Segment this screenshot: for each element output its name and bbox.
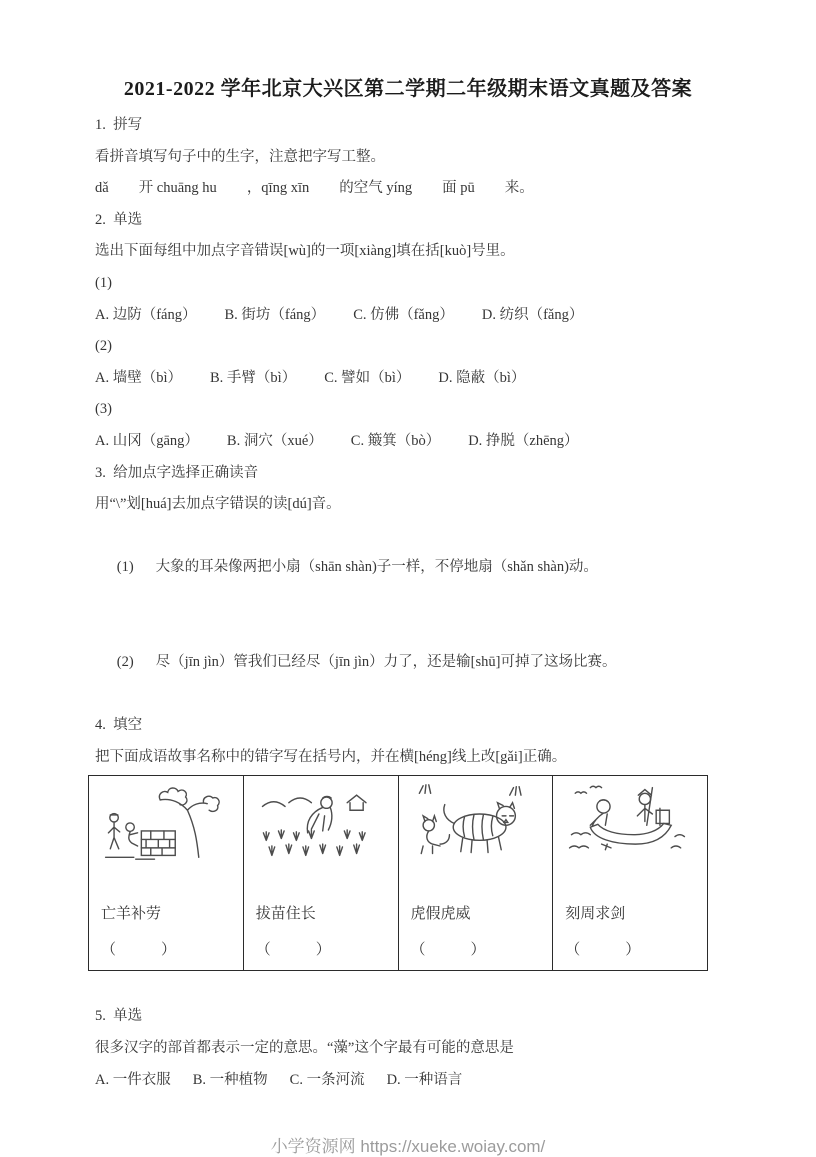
option-d: D. 隐蔽（bì） bbox=[438, 369, 526, 386]
option-d: D. 一种语言 bbox=[386, 1071, 463, 1088]
q4-header: 4. 填空 bbox=[95, 717, 143, 734]
option-c: C. 仿佛（fǎng） bbox=[353, 306, 454, 323]
item-label: (2) bbox=[116, 654, 134, 671]
q2-header: 2. 单选 bbox=[95, 211, 143, 228]
idiom-image-4 bbox=[565, 782, 695, 890]
fox-and-tiger-illustration bbox=[411, 782, 535, 862]
option-c: C. 譬如（bì） bbox=[324, 369, 411, 386]
option-a: A. 墙壁（bì） bbox=[95, 369, 182, 386]
pinyin-segment: 开 chuāng hu bbox=[138, 180, 217, 197]
q2-group2-label: (2) bbox=[95, 338, 112, 355]
q5-header: 5. 单选 bbox=[95, 1008, 143, 1025]
idiom-cell-4 bbox=[553, 776, 708, 971]
q1-pinyin-line bbox=[95, 173, 720, 205]
option-d: D. 纺织（fǎng） bbox=[481, 306, 584, 323]
q3-header: 3. 给加点字选择正确读音 bbox=[95, 464, 259, 481]
option-a: A. 边防（fáng） bbox=[95, 306, 197, 323]
idiom-label: 亡羊补劳 bbox=[101, 906, 162, 923]
item-text: 尽（jīn jìn）管我们已经尽（jīn jìn）力了，还是输[shū]可掉了这场比赛。 bbox=[155, 654, 617, 671]
idiom-cell-3 bbox=[398, 776, 553, 971]
q2-group3-label: (3) bbox=[95, 401, 112, 418]
pinyin-segment: 面 pū bbox=[442, 180, 475, 197]
q1-header: 1. 拼写 bbox=[95, 117, 143, 133]
idiom-image-2 bbox=[256, 782, 386, 890]
pinyin-segment: dǎ bbox=[95, 180, 109, 197]
site-watermark: 小学资源网 https://xueke.woiay.com/ bbox=[270, 1137, 546, 1157]
idiom-label: 虎假虎威 bbox=[410, 906, 471, 923]
option-b: B. 洞穴（xué） bbox=[226, 432, 323, 449]
q3-item-2 bbox=[95, 616, 720, 711]
exam-paper-page bbox=[0, 76, 816, 1157]
idiom-label: 刻周求剑 bbox=[565, 906, 626, 923]
farmer-pulling-seedlings-illustration bbox=[256, 782, 380, 862]
idiom-cell-1 bbox=[89, 776, 244, 971]
option-b: B. 街坊（fáng） bbox=[224, 306, 326, 323]
answer-brackets: （ ） bbox=[410, 942, 486, 959]
option-c: C. 一条河流 bbox=[289, 1071, 365, 1088]
option-b: B. 手臂（bì） bbox=[210, 369, 297, 386]
option-d: D. 挣脱（zhēng） bbox=[468, 432, 579, 449]
q1-prompt: 看拼音填写句子中的生字，注意把字写工整。 bbox=[95, 148, 385, 165]
pinyin-segment: ，qīng xīn bbox=[246, 180, 310, 197]
pinyin-segment: 的空气 yíng bbox=[339, 180, 413, 197]
option-a: A. 山冈（gāng） bbox=[95, 432, 199, 449]
q2-group2-options bbox=[95, 363, 720, 395]
item-label: (1) bbox=[116, 559, 134, 576]
q5-block bbox=[95, 1001, 720, 1096]
q2-group3-options bbox=[95, 426, 720, 458]
q5-prompt: 很多汉字的部首都表示一定的意思。“藻”这个字最有可能的意思是 bbox=[95, 1040, 514, 1057]
page-title: 2021-2022 学年北京大兴区第二学期二年级期末语文真题及答案 bbox=[123, 78, 693, 100]
option-c: C. 簸箕（bò） bbox=[350, 432, 441, 449]
q5-options bbox=[95, 1065, 720, 1097]
item-text: 大象的耳朵像两把小扇（shān shàn)子一样，不停地扇（shǎn shàn)动。 bbox=[155, 559, 598, 576]
man-in-boat-sword-illustration bbox=[565, 782, 689, 862]
q2-group1-options bbox=[95, 300, 720, 332]
option-b: B. 一种植物 bbox=[192, 1071, 268, 1088]
answer-brackets: （ ） bbox=[255, 942, 331, 959]
idiom-image-3 bbox=[411, 782, 541, 890]
idiom-table bbox=[88, 775, 708, 971]
q3-item-1 bbox=[95, 521, 720, 616]
q3-prompt: 用“\”划[huá]去加点字错误的读[dú]音。 bbox=[95, 496, 341, 513]
idiom-cell-2 bbox=[243, 776, 398, 971]
q2-prompt: 选出下面每组中加点字音错误[wù]的一项[xiàng]填在括[kuò]号里。 bbox=[95, 243, 515, 260]
answer-brackets: （ ） bbox=[565, 942, 641, 959]
q4-prompt: 把下面成语故事名称中的错字写在括号内，并在横[héng]线上改[gǎi]正确。 bbox=[95, 748, 567, 765]
sheep-pen-tree-illustration bbox=[101, 782, 225, 862]
exam-content bbox=[95, 110, 720, 1096]
answer-brackets: （ ） bbox=[101, 942, 177, 959]
idiom-label: 拔苗住长 bbox=[255, 906, 316, 923]
option-a: A. 一件衣服 bbox=[95, 1071, 171, 1088]
pinyin-segment: 来。 bbox=[504, 180, 534, 197]
idiom-image-1 bbox=[101, 782, 231, 890]
q2-group1-label: (1) bbox=[95, 274, 112, 291]
